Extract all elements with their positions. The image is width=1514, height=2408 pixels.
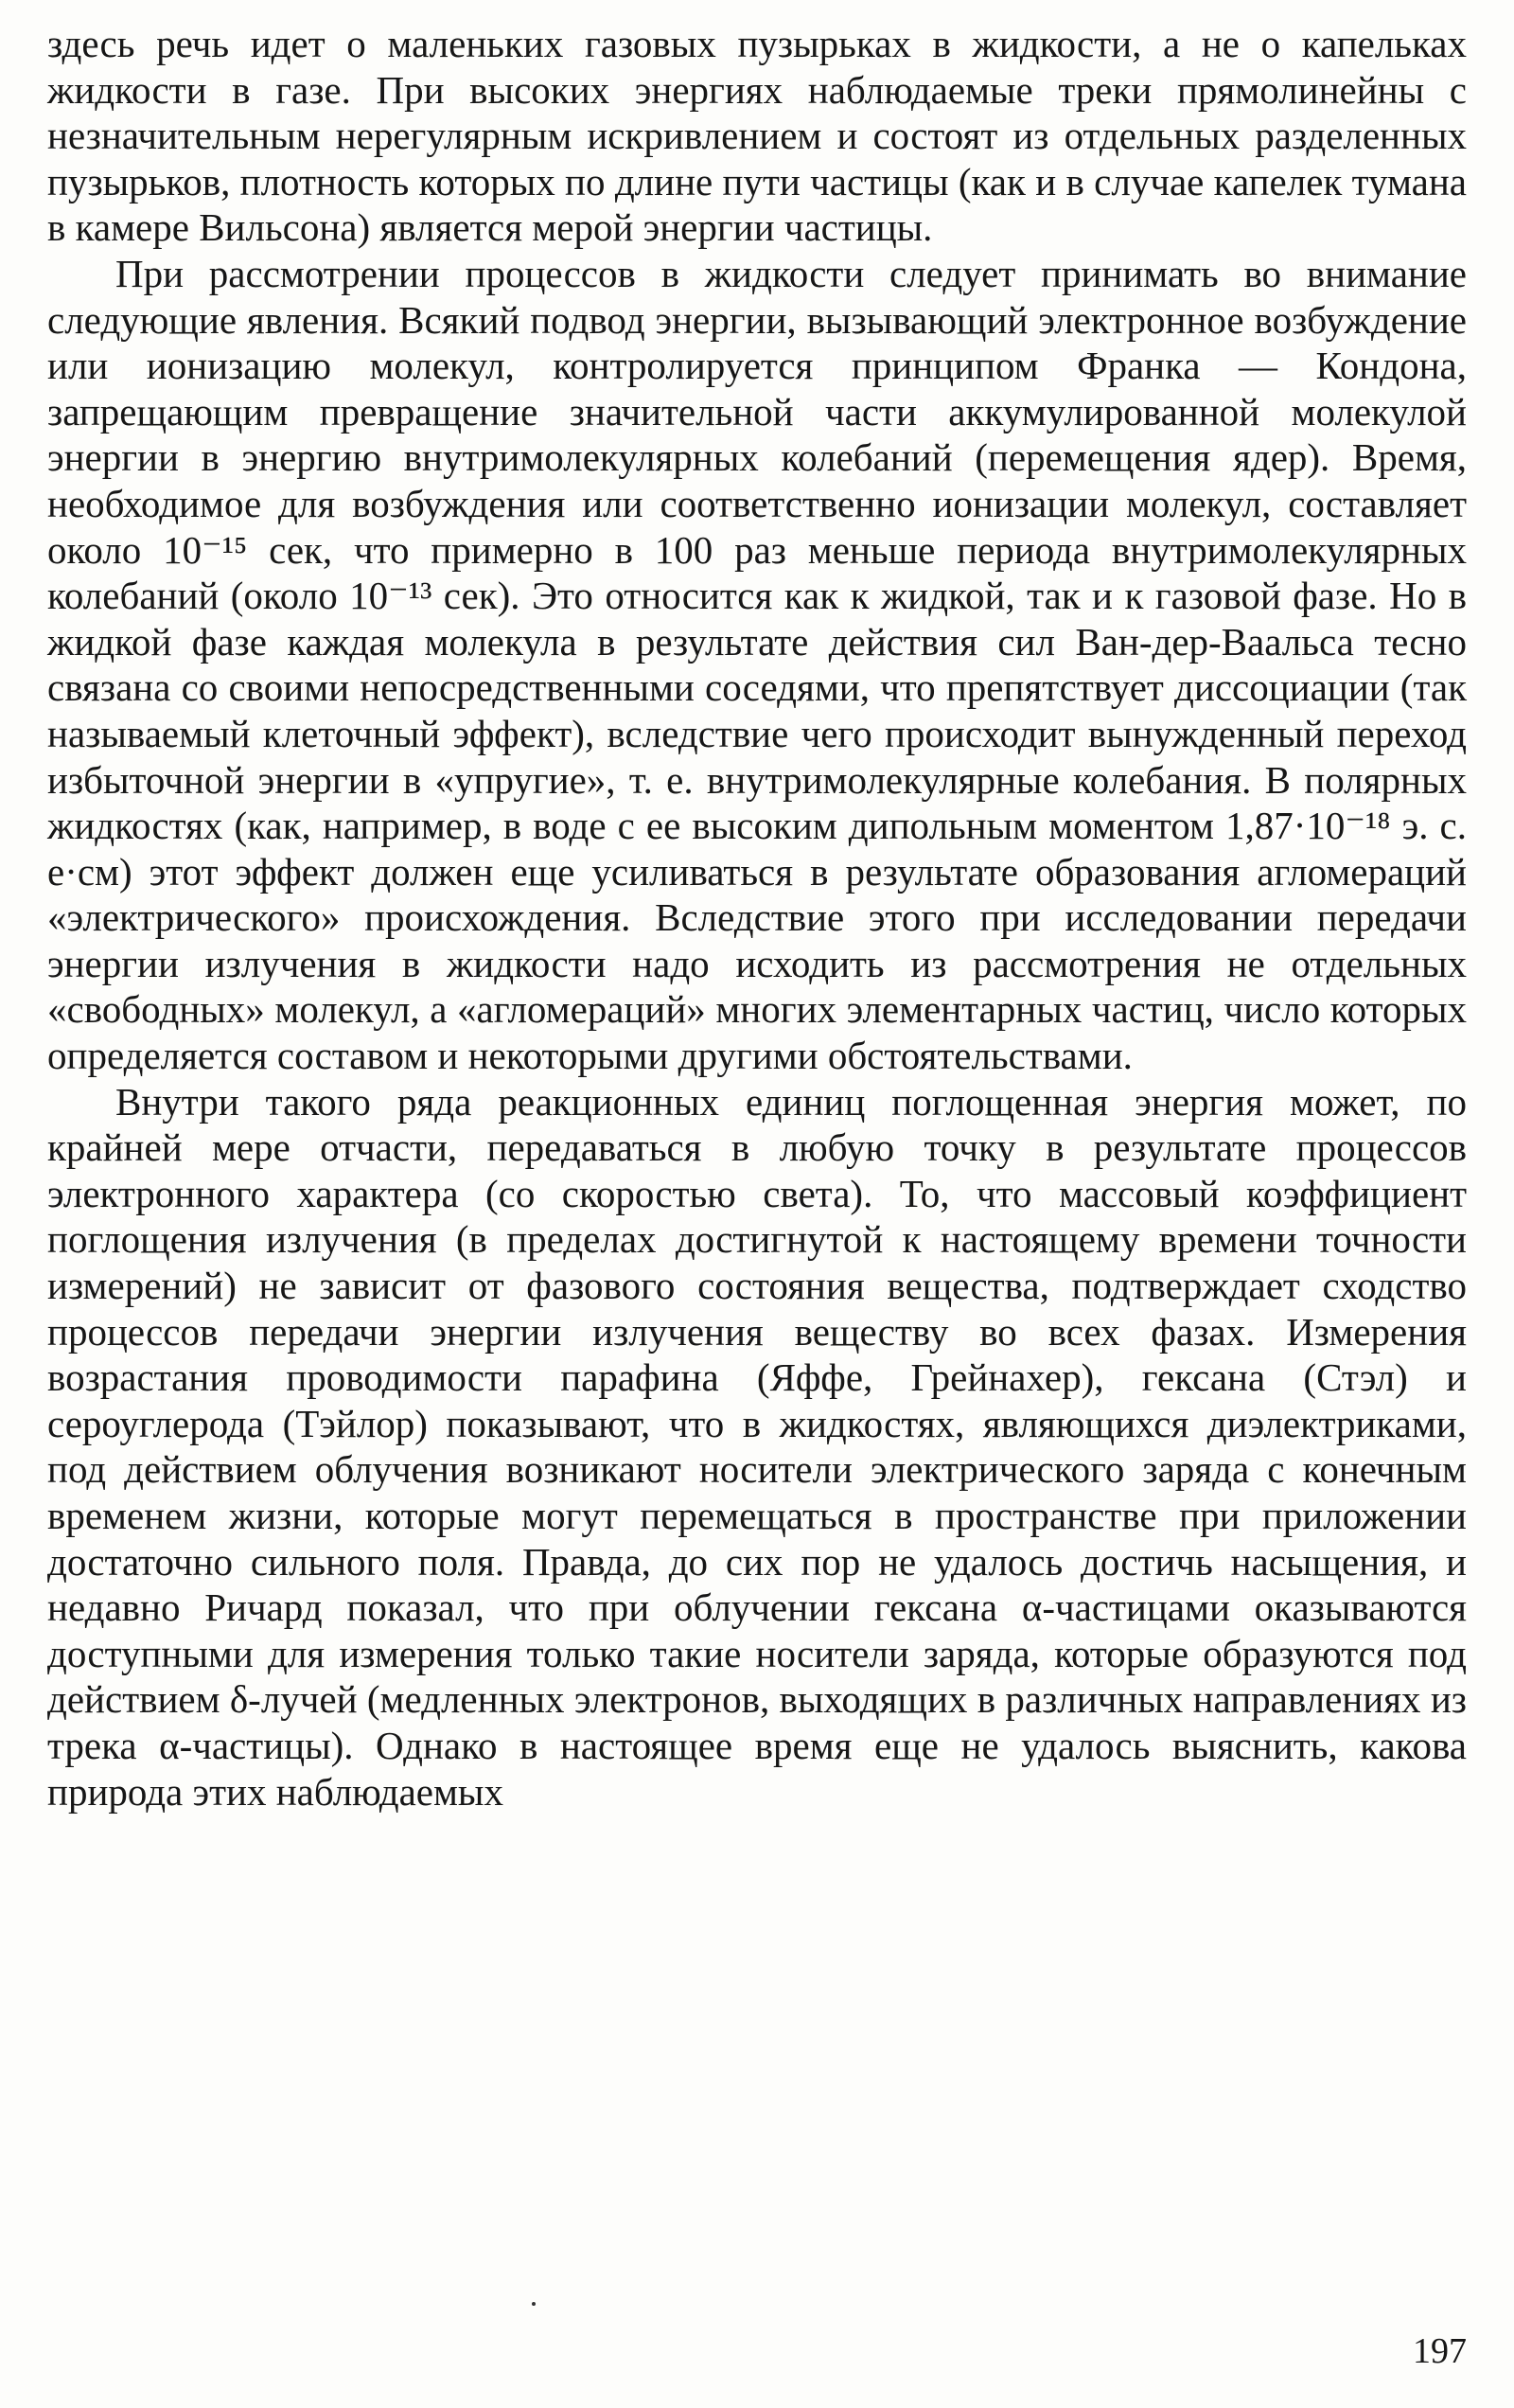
body-text xyxy=(47,21,1467,1815)
paragraph-continuation: здесь речь идет о маленьких газовых пузырьках в жидкости, а не о капельках жидкости в газе. При высоких энергиях наблюдаемые треки прямолинейны с незначительным нерегулярным искривлением и состоят из отдельных разделенных пузырьков, плотность которых по длине пути частицы (как и в случае капелек тумана в камере Вильсона) является мерой энергии частицы. xyxy=(47,22,1467,250)
print-speck xyxy=(532,2302,536,2306)
paragraph-reaction-units: Внутри такого ряда реакционных единиц поглощенная энергия может, по крайней мере отчасти, передаваться в любую точку в результате процессов электронного характера (со скоростью света). То, что массовый коэффициент поглощения излучения (в пределах достигнутой к настоящему времени точности измерений) не зависит от фазового состояния вещества, подтверждает сходство процессов передачи энергии излучения веществу во всех фазах. Измерения возрастания проводимости парафина (Яффе, Грейнахер), гексана (Стэл) и сероуглерода (Тэйлор) показывают, что в жидкостях, являющихся диэлектриками, под действием облучения возникают носители электрического заряда с конечным временем жизни, которые могут перемещаться в пространстве при приложении достаточно сильного поля. Правда, до сих пор не удалось достичь насыщения, и недавно Ричард показал, что при облучении гексана α-частицами оказываются доступными для измерения только такие носители заряда, которые образуются под действием δ-лучей (медленных электронов, выходящих в различных направлениях из трека α-частицы). Однако в настоящее время еще не удалось выяснить, какова природа этих наблюдаемых xyxy=(47,1079,1467,1814)
paragraph-liquid-processes: При рассмотрении процессов в жидкости следует принимать во внимание следующие явления. Всякий подвод энергии, вызывающий электронное возбуждение или ионизацию молекул, контролируется принципом Франка — Кондона, запрещающим превращение значительной части аккумулированной молекулой энергии в энергию внутримолекулярных колебаний (перемещения ядер). Время, необходимое для возбуждения или соответственно ионизации молекул, составляет около 10⁻¹⁵ сек, что примерно в 100 раз меньше периода внутримолекулярных колебаний (около 10⁻¹³ сек). Это относится как к жидкой, так и к газовой фазе. Но в жидкой фазе каждая молекула в результате действия сил Ван-дер-Ваальса тесно связана со своими непосредственными соседями, что препятствует диссоциации (так называемый клеточный эффект), вследствие чего происходит вынужденный переход избыточной энергии в «упругие», т. е. внутримолекулярные колебания. В полярных жидкостях (как, например, в воде с ее высоким дипольным моментом 1,87·10⁻¹⁸ э. с. е·см) этот эффект должен еще усиливаться в результате образования агломераций «электрического» происхождения. Вследствие этого при исследовании передачи энергии излучения в жидкости надо исходить из рассмотрения не отдельных «свободных» молекул, а «агломераций» многих элементарных частиц, число которых определяется составом и некоторыми другими обстоятельствами. xyxy=(47,251,1467,1078)
page-number: 197 xyxy=(1413,2331,1467,2371)
